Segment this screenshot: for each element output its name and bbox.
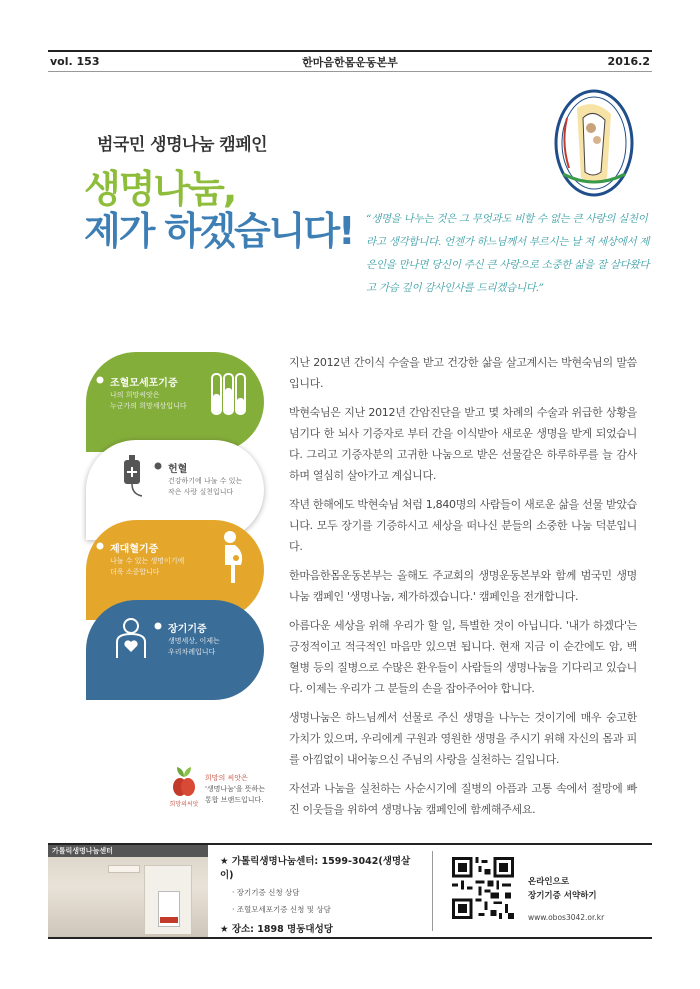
service-item: · 조혈모세포기증 신청 및 상담 bbox=[232, 905, 331, 914]
bullet-dot-icon bbox=[96, 542, 104, 550]
footer-info-box bbox=[48, 843, 652, 939]
bubble-title: 조혈모세포기증 bbox=[110, 378, 178, 389]
online-pledge-text: 온라인으로 장기기증 서약하기 bbox=[528, 877, 597, 901]
bubble-title: 제대혈기증 bbox=[110, 544, 159, 555]
website-link[interactable]: www.obos3042.or.kr bbox=[528, 913, 605, 922]
paragraph: 박현숙님은 지난 2012년 간암진단을 받고 몇 차례의 수술과 위급한 상황을 넘기다 한 뇌사 기증자로 부터 간을 이식받아 새로운 생명을 받게 되었습니다. 그리고 기증자분의 고귀한 나눔으로 받은 선물같은 하루하루를 늘 감사하며 열심히 살아가고 계십니다. bbox=[289, 406, 637, 482]
bubble-title: 헌혈 bbox=[168, 464, 188, 475]
test-tubes-icon bbox=[210, 372, 246, 418]
paragraph: 한마음한몸운동본부는 올해도 주교회의 생명운동본부와 함께 범국민 생명나눔 캠페인 '생명나눔, 제가하겠습니다.' 캠페인을 전개합니다. bbox=[289, 569, 637, 603]
campaign-title-line2: 제가 하겠습니다! bbox=[84, 209, 354, 253]
bubble-organ-donation bbox=[86, 600, 264, 700]
center-photo bbox=[48, 845, 208, 937]
seed-sprout-icon bbox=[171, 765, 197, 797]
paragraph: 작년 한해에도 박현숙님 처럼 1,840명의 사람들이 새로운 삶을 선물 받았습니다. 모두 장기를 기증하시고 세상을 떠나신 분들의 소중한 나눔 덕분입니다. bbox=[289, 498, 637, 553]
campaign-kicker: 범국민 생명나눔 캠페인 bbox=[97, 135, 268, 155]
bubble-subtitle-1: 건강하기에 나눌 수 있는 bbox=[168, 477, 243, 485]
mercy-emblem-logo bbox=[553, 88, 635, 198]
paragraph: 자선과 나눔을 실천하는 사순시기에 질병의 아픔과 고통 속에서 절망에 빠진 이웃들을 위하여 생명나눔 캠페인에 함께해주세요. bbox=[289, 782, 637, 816]
bubble-subtitle-2: 더욱 소중합니다 bbox=[110, 568, 160, 576]
bubble-subtitle-1: 나눌 수 있는 생명이기에 bbox=[110, 557, 185, 565]
divider bbox=[432, 851, 433, 931]
bubble-subtitle-2: 작은 사랑 실천입니다 bbox=[168, 488, 234, 496]
bubble-subtitle-1: 생명세상, 이제는 bbox=[168, 637, 220, 645]
bullet-dot-icon bbox=[154, 462, 162, 470]
service-item: · 장기기증 신청 상담 bbox=[232, 888, 300, 897]
qr-code-icon[interactable] bbox=[452, 857, 514, 919]
bubble-subtitle-2: 우리차례입니다 bbox=[168, 648, 216, 656]
bullet-dot-icon bbox=[154, 622, 162, 630]
article-body bbox=[289, 352, 637, 828]
paragraph: 생명나눔은 하느님께서 선물로 주신 생명을 나누는 것이기에 매우 숭고한 가치가 있으며, 우리에게 구원과 영원한 생명을 주시기 위해 자신의 몸과 피를 아낌없이 내어놓으신 주님의 사랑을 실천하는 길입니다. bbox=[289, 711, 637, 766]
hope-seed-brand bbox=[165, 765, 275, 815]
paragraph: 지난 2012년 간이식 수술을 받고 건강한 삶을 살고계시는 박현숙님의 말씀입니다. bbox=[289, 356, 637, 390]
brand-description: 희망의 씨앗은 '생명나눔'을 뜻하는 통합 브랜드입니다. bbox=[205, 774, 266, 804]
volume-number: vol. 153 bbox=[50, 55, 100, 68]
page-header bbox=[48, 50, 652, 72]
issue-date: 2016.2 bbox=[607, 55, 650, 68]
center-phone: ★ 가톨릭생명나눔센터: 1599-3042(생명살이) bbox=[220, 856, 411, 881]
person-heart-icon bbox=[114, 618, 148, 660]
bubble-title: 장기기증 bbox=[168, 624, 207, 635]
testimony-quote: “생명을 나누는 것은 그 무엇과도 비할 수 없는 큰 사랑의 실천이라고 생각합니다. 언젠가 하느님께서 부르시는 날 저 세상에서 제 은인을 만나면 당신이 주신 큰 사랑으로 소중한 삶을 잘 살다왔다고 가슴 깊이 감사인사를 드리겠습니다.” bbox=[366, 213, 650, 294]
bubble-hematopoietic-donation bbox=[86, 352, 264, 452]
brand-caption: 희망의씨앗 bbox=[169, 801, 199, 808]
center-info bbox=[220, 853, 420, 935]
bubble-subtitle-1: 나의 희망씨앗은 bbox=[110, 391, 160, 399]
photo-banner-text: 가톨릭생명나눔센터 bbox=[52, 847, 113, 855]
blood-bag-icon bbox=[120, 454, 148, 498]
campaign-title-line1: 생명나눔, bbox=[84, 167, 236, 211]
pregnant-woman-icon bbox=[216, 530, 248, 586]
center-location: ★ 장소: 1898 명동대성당 bbox=[220, 924, 333, 935]
paragraph: 아름다운 세상을 위해 우리가 할 일, 특별한 것이 아닙니다. '내가 하겠다'는 긍정적이고 적극적인 마음만 있으면 됩니다. 현재 지금 이 순간에도 암, 백혈병 등의 질병으로 수많은 환우들이 사람들의 생명나눔을 기다리고 있습니다. 이제는 우리가 그 분들의 손을 잡아주어야 합니다. bbox=[289, 619, 637, 695]
bubble-subtitle-2: 누군가의 희망세상입니다 bbox=[110, 402, 187, 410]
bullet-dot-icon bbox=[96, 376, 104, 384]
organization-name: 한마음한몸운동본부 bbox=[302, 55, 398, 69]
